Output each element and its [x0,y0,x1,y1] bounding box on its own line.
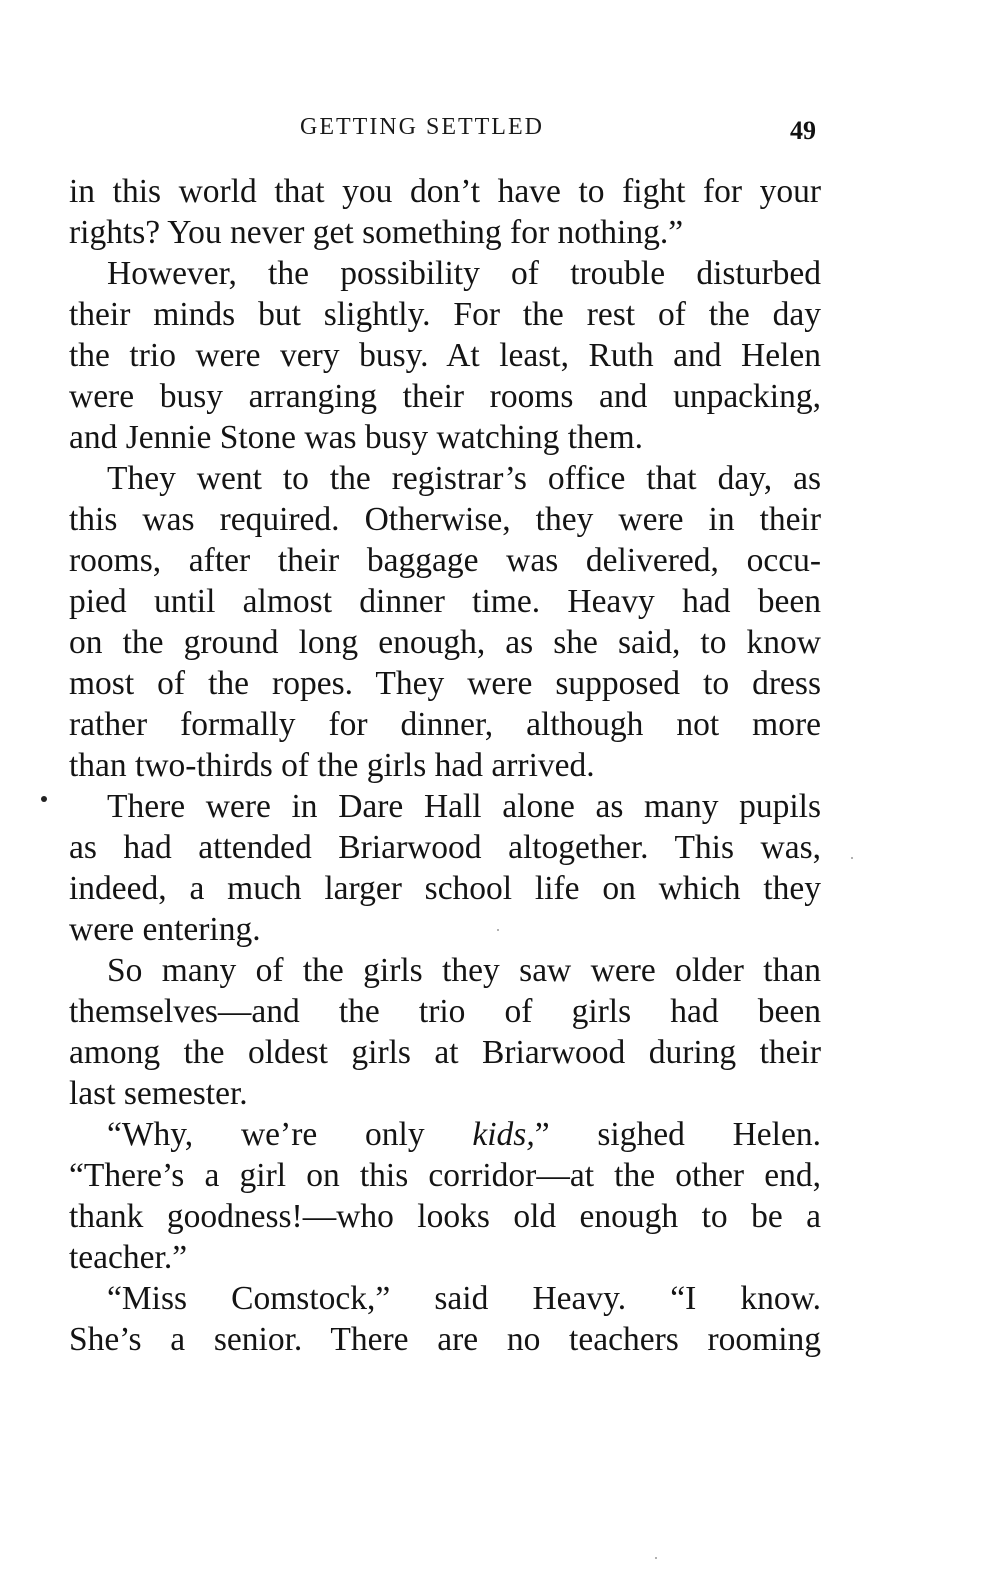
paper-speck [851,857,853,859]
text-line: indeed, a much larger school life on which they [69,870,821,907]
text-line: pied until almost dinner time. Heavy had been [69,583,821,620]
text-line: rights? You never get something for nothing.” [69,214,684,251]
text-line: their minds but slightly. For the rest of the day [69,296,821,333]
text-line: were busy arranging their rooms and unpacking, [69,378,821,415]
running-title: GETTING SETTLED [300,114,544,140]
text-line: However, the possibility of trouble disturbed [107,255,821,292]
text-line: as had attended Briarwood altogether. This was, [69,829,821,866]
text-line: last semester. [69,1075,248,1112]
text-line: rooms, after their baggage was delivered, occu- [69,542,821,579]
text-line: among the oldest girls at Briarwood during their [69,1034,821,1071]
text-line: rather formally for dinner, although not more [69,706,821,743]
text-line: in this world that you don’t have to fight for your [69,173,821,210]
text-line: She’s a senior. There are no teachers rooming [69,1321,821,1358]
margin-mark [41,796,47,802]
text-line: “Why, we’re only kids,” sighed Helen. [107,1116,821,1153]
text-line: teacher.” [69,1239,188,1276]
paper-speck [655,1557,657,1559]
text-line: There were in Dare Hall alone as many pupils [107,788,821,825]
text-line: thank goodness!—who looks old enough to be a [69,1198,821,1235]
text-line: “Miss Comstock,” said Heavy. “I know. [107,1280,821,1317]
text-line: themselves—and the trio of girls had been [69,993,821,1030]
text-line: the trio were very busy. At least, Ruth and Helen [69,337,821,374]
text-line: were entering. [69,911,261,948]
text-line: So many of the girls they saw were older than [107,952,821,989]
emphasized-word: kids, [472,1116,535,1153]
text-line: most of the ropes. They were supposed to dress [69,665,821,702]
text-line: this was required. Otherwise, they were in their [69,501,821,538]
text-line: and Jennie Stone was busy watching them. [69,419,644,456]
text-line: They went to the registrar’s office that day, as [107,460,821,497]
text-line: on the ground long enough, as she said, to know [69,624,821,661]
text-line: “There’s a girl on this corridor—at the other end, [69,1157,821,1194]
text-line: than two-thirds of the girls had arrived. [69,747,595,784]
paper-speck [497,929,499,931]
page-number: 49 [790,116,816,145]
body-text [69,171,821,1360]
